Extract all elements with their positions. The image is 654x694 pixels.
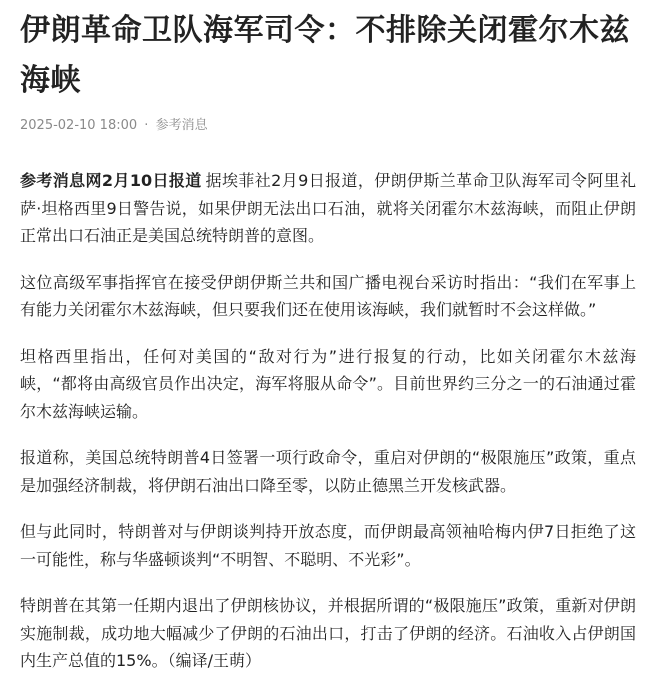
article-body — [20, 167, 636, 694]
meta-separator: · — [144, 118, 149, 133]
paragraph-6: 特朗普在其第一任期内退出了伊朗核协议，并根据所谓的“极限施压”政策，重新对伊朗实施制裁，成功地大幅减少了伊朗的石油出口，打击了伊朗的经济。石油收入占伊朗国内生产总值的15%。（编译/王萌） — [20, 596, 636, 670]
source-name: 参考消息 — [155, 118, 208, 133]
paragraph-5: 但与此同时，特朗普对与伊朗谈判持开放态度，而伊朗最高领袖哈梅内伊7日拒绝了这一可能性，称与华盛顿谈判“不明智、不聪明、不光彩”。 — [20, 522, 636, 569]
paragraph-3: 坦格西里指出，任何对美国的“敌对行为”进行报复的行动，比如关闭霍尔木兹海峡，“都将由高级官员作出决定，海军将服从命令”。目前世界约三分之一的石油通过霍尔木兹海峡运输。 — [20, 346, 636, 421]
paragraph-4: 报道称，美国总统特朗普4日签署一项行政命令，重启对伊朗的“极限施压”政策，重点是加强经济制裁，将伊朗石油出口降至零，以防止德黑兰开发核武器。 — [20, 448, 636, 495]
article-title: 伊朗革命卫队海军司令：不排除关闭霍尔木兹海峡 — [20, 13, 630, 98]
article-meta — [20, 117, 208, 135]
paragraph-1 — [20, 167, 636, 250]
lead-dateline: 参考消息网2月10日报道 — [20, 171, 202, 190]
paragraph-1-text: 据埃菲社2月9日报道，伊朗伊斯兰革命卫队海军司令阿里礼萨·坦格西里9日警告说，如果伊朗无法出口石油，就将关闭霍尔木兹海峡，而阻止伊朗正常出口石油正是美国总统特朗普的意图。 — [20, 171, 636, 245]
paragraph-2: 这位高级军事指挥官在接受伊朗伊斯兰共和国广播电视台采访时指出：“我们在军事上有能力关闭霍尔木兹海峡，但只要我们还在使用该海峡，我们就暂时不会这样做。” — [20, 272, 636, 319]
publish-date: 2025-02-10 18:00 — [20, 118, 138, 133]
